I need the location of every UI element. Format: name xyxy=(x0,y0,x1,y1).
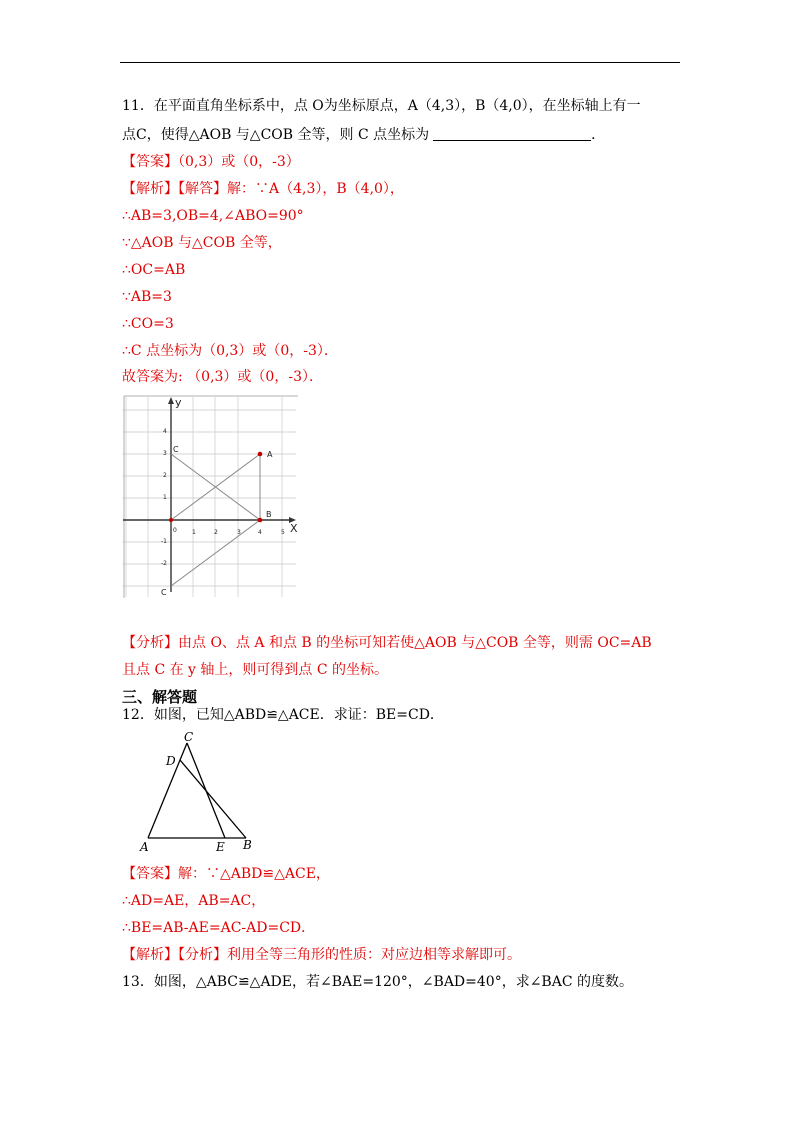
label-D: D xyxy=(166,754,176,768)
y-tick-1: 1 xyxy=(163,494,167,501)
q11-line2 xyxy=(122,125,605,145)
point-C-top-label: C xyxy=(173,445,179,454)
point-O xyxy=(169,518,173,522)
y-tick-2: 2 xyxy=(163,472,167,479)
q11-hint-1: 【分析】由点 O、点 A 和点 B 的坐标可知若使△AOB 与△COB 全等，则需 OC=AB xyxy=(122,635,652,651)
q11-line1: 11．在平面直角坐标系中，点 O为坐标原点，A（4,3），B（4,0），在坐标轴上有一 xyxy=(122,98,641,114)
point-C-bottom-label: C xyxy=(161,588,167,597)
section-title: 三、解答题 xyxy=(122,688,198,706)
q12-answer-2: ∴AD=AE，AB=AC， xyxy=(122,893,266,909)
y-tick-neg1: -1 xyxy=(161,538,167,545)
y-tick-neg2: -2 xyxy=(161,560,167,567)
q11-line2-end: ． xyxy=(591,127,606,143)
q11-analysis-2: ∴AB=3,OB=4,∠ABO=90° xyxy=(122,208,304,224)
q12-analysis: 【解析】【分析】利用全等三角形的性质：对应边相等求解即可。 xyxy=(122,947,521,963)
label-C: C xyxy=(184,730,194,744)
q12-answer-3: ∴BE=AB-AE=AC-AD=CD． xyxy=(122,920,316,936)
origin-label: 0 xyxy=(173,527,177,534)
coordinate-graph xyxy=(118,392,300,602)
x-tick-3: 3 xyxy=(237,529,241,536)
q11-analysis-6: ∴CO=3 xyxy=(122,316,174,332)
q11-analysis-7: ∴C 点坐标为（0,3）或（0，-3）． xyxy=(122,343,338,359)
answer-blank xyxy=(433,126,591,141)
y-axis-arrow-icon xyxy=(168,397,174,404)
q11-analysis-8: 故答案为: （0,3）或（0，-3）． xyxy=(122,369,323,385)
y-axis-label: y xyxy=(175,396,182,409)
q11-analysis-4: ∴OC=AB xyxy=(122,262,186,278)
segment-DB xyxy=(180,760,246,838)
x-tick-5: 5 xyxy=(281,529,285,536)
point-B-label: B xyxy=(266,510,272,519)
q11-answer: 【答案】（0,3）或（0，-3） xyxy=(122,154,300,170)
x-tick-1: 1 xyxy=(192,529,196,536)
x-tick-2: 2 xyxy=(214,529,218,536)
point-B xyxy=(258,518,263,523)
point-A xyxy=(258,452,263,457)
header-rule xyxy=(120,62,680,63)
q11-analysis-3: ∵△AOB 与△COB 全等， xyxy=(122,235,282,251)
q11-analysis-5: ∵AB=3 xyxy=(122,289,172,305)
q12-answer-1: 【答案】解：∵△ABD≌△ACE， xyxy=(122,866,330,882)
q13-question: 13．如图，△ABC≌△ADE，若∠BAE=120°，∠BAD=40°，求∠BAC 的度数。 xyxy=(122,974,633,990)
triangle-figure xyxy=(138,728,264,854)
y-tick-4: 4 xyxy=(163,428,167,435)
q11-line2-text: 点C，使得△AOB 与△COB 全等，则 C 点坐标为 xyxy=(122,127,430,143)
label-A: A xyxy=(140,840,149,854)
q12-question: 12．如图，已知△ABD≌△ACE．求证：BE=CD． xyxy=(122,707,444,723)
q11-analysis-1: 【解析】【解答】解：∵A（4,3），B（4,0）， xyxy=(122,181,404,197)
q11-hint-2: 且点 C 在 y 轴上，则可得到点 C 的坐标。 xyxy=(122,662,389,678)
point-A-label: A xyxy=(267,450,273,459)
label-E: E xyxy=(216,840,225,854)
x-axis-label: X xyxy=(290,522,298,535)
label-B: B xyxy=(243,838,252,852)
y-tick-3: 3 xyxy=(163,450,167,457)
x-tick-4: 4 xyxy=(258,529,262,536)
